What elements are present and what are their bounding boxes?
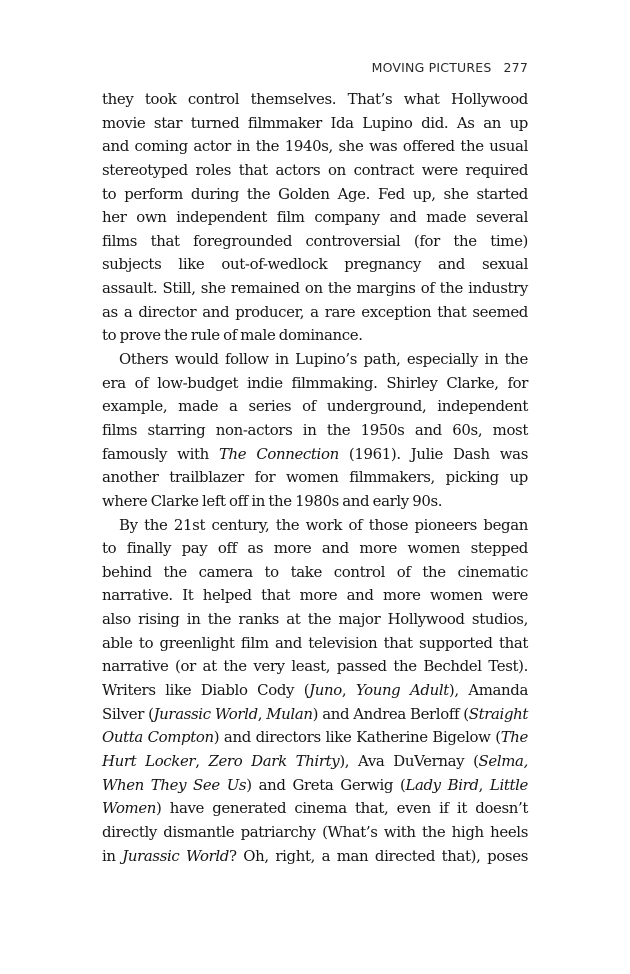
text-line: also rising in the ranks at the major Hollywood studios,: [102, 610, 528, 629]
text-line: example, made a series of underground, independent: [102, 397, 528, 416]
italic-title: Zero Dark Thirty: [208, 751, 340, 770]
text-line: and coming actor in the 1940s, she was offered the usual: [102, 137, 528, 156]
text-line: Outta Compton) and directors like Katherine Bigelow (The: [102, 728, 528, 747]
text-line: directly dismantle patriarchy (What’s with the high heels: [102, 822, 528, 841]
text-line: her own independent film company and made several: [102, 208, 528, 227]
text-line: to finally pay off as more and more women stepped: [102, 539, 528, 558]
running-title: MOVING PICTURES: [371, 60, 492, 75]
italic-title: Juno: [309, 681, 342, 700]
italic-title: The Connection: [218, 444, 339, 463]
italic-title: Jurassic World: [122, 846, 229, 865]
text-line: Hurt Locker, Zero Dark Thirty), Ava DuVernay (Selma,: [102, 751, 528, 770]
italic-title: Selma,: [478, 751, 528, 770]
text-line: era of low-budget indie filmmaking. Shirley Clarke, for: [102, 373, 528, 392]
italic-title: Jurassic World: [153, 704, 258, 723]
text-line: another trailblazer for women filmmakers, picking up: [102, 468, 528, 487]
text-line: narrative. It helped that more and more women were: [102, 586, 528, 605]
text-line: Silver (Jurassic World, Mulan) and Andrea Berloff (Straight: [102, 704, 528, 723]
italic-title: Young Adult: [355, 681, 449, 700]
text-line: narrative (or at the very least, passed the Bechdel Test).: [102, 657, 528, 676]
italic-title: Straight: [468, 704, 528, 723]
text-line: subjects like out-of-wedlock pregnancy and sexual: [102, 255, 528, 274]
text-line: stereotyped roles that actors on contract were required: [102, 160, 528, 179]
italic-title: When They See Us: [102, 775, 247, 794]
text-line: movie star turned filmmaker Ida Lupino did. As an up: [102, 113, 528, 132]
text-line: to perform during the Golden Age. Fed up, she started: [102, 184, 528, 203]
italic-title: Little: [489, 775, 528, 794]
text-line: assault. Still, she remained on the margins of the industry: [102, 279, 528, 298]
text-line: to prove the rule of male dominance.: [102, 326, 363, 345]
running-head: [102, 60, 528, 75]
italic-title: The: [500, 728, 528, 747]
text-line: Women) have generated cinema that, even if it doesn’t: [102, 799, 528, 818]
text-line: in Jurassic World? Oh, right, a man directed that), poses: [102, 846, 528, 865]
text-line: When They See Us) and Greta Gerwig (Lady Bird, Little: [102, 775, 528, 794]
body-text: [102, 88, 528, 868]
text-line: behind the camera to take control of the cinematic: [102, 562, 528, 581]
text-line: Writers like Diablo Cody (Juno, Young Adult), Amanda: [102, 681, 528, 700]
text-line: famously with The Connection (1961). Julie Dash was: [102, 444, 528, 463]
text-line: able to greenlight film and television that supported that: [102, 633, 528, 652]
text-line: films that foregrounded controversial (for the time): [102, 231, 528, 250]
text-line: as a director and producer, a rare exception that seemed: [102, 302, 528, 321]
text-line: films starring non-actors in the 1950s and 60s, most: [102, 420, 528, 439]
text-line: Others would follow in Lupino’s path, especially in the: [119, 350, 528, 369]
italic-title: Lady Bird: [405, 775, 479, 794]
italic-title: Women: [102, 799, 157, 818]
italic-title: Hurt Locker: [102, 751, 196, 770]
page-number: 277: [503, 60, 528, 75]
text-line: they took control themselves. That’s what Hollywood: [102, 90, 528, 108]
italic-title: Outta Compton: [102, 728, 214, 747]
italic-title: Mulan: [266, 704, 313, 723]
text-line: By the 21st century, the work of those pioneers began: [119, 515, 528, 534]
text-line: where Clarke left off in the 1980s and early 90s.: [102, 491, 443, 510]
